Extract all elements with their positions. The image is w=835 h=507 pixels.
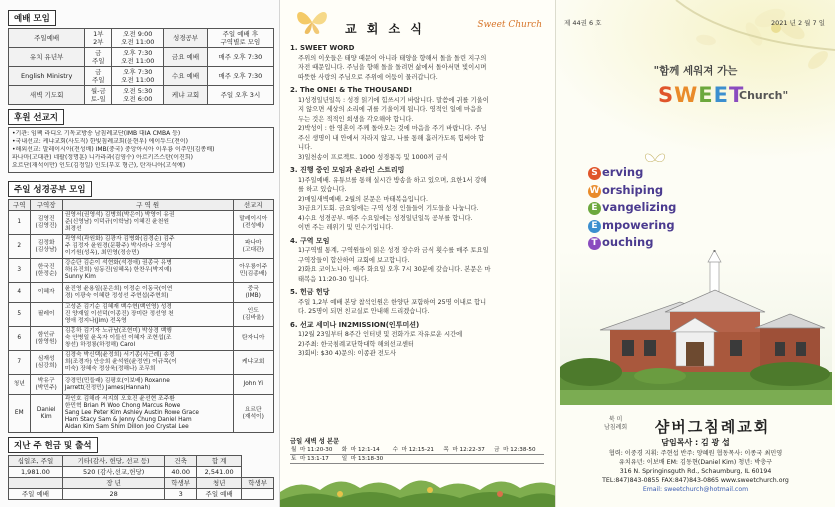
support-line: 파나마(고대관) 네팔(정명훈) 니카라과(김영수) 아르키즈스탄(이진희) [12, 154, 193, 161]
bulletin-date: 2021 년 2 월 7 일 [771, 19, 825, 27]
offering-row [9, 478, 274, 489]
dawn-reading-cell: 마 11:20-30 [299, 446, 341, 455]
service-cell: 케냐 교회 [164, 86, 208, 105]
news-item [290, 166, 548, 233]
group-cell: 케냐교회 [233, 351, 274, 375]
news-item-line: 태복음 11:20-30 입니다. [298, 275, 369, 283]
group-cell: 곽영석(곽원화) 김광자 김병화(김경순) 김주 주 김정자 윤원경(문황주) 박사라나 오영식 이기원(성옥), 최민영(정승민) [62, 235, 233, 259]
dawn-reading-cell: 마 12:15-21 [401, 446, 443, 455]
group-cell: 곽인호 김해라 서지희 오호진 윤선현 조주환 한민혁 Brian Pi Woo Chong Marcus Rowe Sang Lee Peter Kim Ashley Austin Rowe Grace Ham Stacy Sam & Jenny Chung Daniel Ham Aidan Kim Sam Shim Dillon Joo Crystal Lee [62, 395, 233, 433]
acrostic-initial: T [588, 237, 601, 250]
offering-cell: 학생부 [242, 478, 274, 489]
offering-cell: 학생부 [165, 478, 197, 489]
group-cell: 4 [9, 283, 31, 303]
offering-title: 지난 주 헌금 및 출석 [8, 437, 98, 453]
offering-row [9, 467, 274, 478]
group-cell: 7 [9, 351, 31, 375]
group-cell: 필레이 [30, 303, 62, 327]
group-cell: 이혜자 [30, 283, 62, 303]
dawn-reading-cell [401, 455, 443, 464]
group-cell: 요르단 (재석이) [233, 395, 274, 433]
left-panel [0, 0, 280, 507]
group-cell: 강경민(민들래) 김평호(이보배) Roxanne Jarrett(진정민) James(Hannah) [62, 375, 233, 395]
acrostic-word: vangelizing [602, 200, 677, 214]
offering-cell: 40.00 [165, 467, 197, 478]
acrostic-line [588, 199, 676, 217]
service-cell: 매주 오후 7:30 [207, 48, 273, 67]
acrostic-word: mpowering [602, 217, 675, 232]
dawn-reading-row [290, 446, 544, 455]
groups-title: 주일 성경공부 모임 [8, 181, 92, 197]
group-cell: 함인규 (함영원) [30, 327, 62, 351]
news-header [290, 6, 548, 40]
news-item-line: 니다. [298, 144, 313, 151]
service-row [9, 67, 274, 86]
offering-row [9, 489, 274, 500]
offering-cell: 청년 [197, 478, 242, 489]
group-cell: Daniel Kim [30, 395, 62, 433]
news-item-line: 두는 것은 적적인 희생을 각오해야 합니다. [298, 115, 414, 123]
offering-cell: 2,541.00 [197, 467, 242, 478]
dawn-reading-caption: 금일 새벽 성 본문 [290, 438, 340, 445]
service-cell: 오후 7:30 오전 11:00 [112, 48, 164, 67]
group-cell: 아우룡이주 민(김종배) [233, 259, 274, 283]
groups-header-cell: 선교지 [233, 200, 274, 211]
dawn-reading-cell [442, 455, 451, 464]
acrostic-line [588, 182, 676, 200]
butterfly-icon [292, 6, 332, 36]
group-cell: 청년 [9, 375, 31, 395]
groups-header-row [9, 200, 274, 211]
offering-cell: 주일 예배 [197, 489, 242, 500]
acrostic-line [588, 164, 676, 182]
offering-table [8, 455, 274, 500]
support-line: •국내선교: 케냐교회(사도직) 한빛침례교회(윤현우) 에이두드(전이) [12, 138, 189, 145]
service-cell: 주일 예배 후 구역별로 모임 [207, 29, 273, 48]
dawn-reading-cell: 일 [341, 455, 350, 464]
group-row [9, 235, 274, 259]
acrostic-word: erving [602, 165, 644, 179]
staff-line-2: 유치유년: 이보배 EM: 김동현(Daniel Kim) 청년: 박충구 [618, 459, 773, 466]
news-item-line: 1)2월 23일부터 8주간 인터넷 및 전화가로 자유로운 시간에 [298, 331, 463, 338]
service-row [9, 86, 274, 105]
sweet-letter: E [713, 83, 730, 107]
group-cell: 2 [9, 235, 31, 259]
group-cell: 김경숙 박신택(윤정희) 서기종(서근례) 송경 희(조경자) 안승희 윤석원(윤정연) 이규목(이 미숙) 장혜숙 정상욱(정해나) 조무희 [62, 351, 233, 375]
group-cell: 탄자니아 [233, 327, 274, 351]
news-item-line: 3)금요기도회. 금요일에는 구역 성경 인들들이 기도들을 나눕니다. [298, 205, 479, 212]
news-item-line: 3)회비: $30 4)문의: 이종관 전도사 [298, 350, 397, 357]
offering-cell: 건축 [165, 456, 197, 467]
group-row [9, 351, 274, 375]
acrostic-initial: E [588, 202, 601, 215]
acrostic-word: orshiping [602, 182, 664, 197]
news-item-line: 2)박성이 : 한 영혼이 주께 돌아오는 것에 마음을 주기 바랍니다. 주님 [298, 125, 487, 132]
group-row [9, 211, 274, 235]
dawn-reading-cell: 마 12:22-37 [451, 446, 493, 455]
news-item-line: 주일 1,2부 예배 본당 참석인원은 한양단 포함하여 25명 이내로 합니 [298, 298, 487, 306]
news-body [290, 44, 548, 359]
groups-table [8, 199, 274, 433]
dawn-reading-cell [502, 455, 544, 464]
group-row [9, 375, 274, 395]
grass-decoration [280, 470, 556, 507]
sweet-logo-text [658, 83, 744, 107]
news-item-line: 2)주최: 한국침례교단학대학 해외선교센터 [298, 340, 414, 348]
group-row [9, 259, 274, 283]
dawn-reading-cell: 마 13:1-17 [299, 455, 341, 464]
dawn-reading-cell: 목 [442, 446, 451, 455]
church-building-photo [560, 250, 832, 405]
support-box [8, 127, 274, 173]
news-item-heading: 2. The ONE! & The THOUSAND! [290, 86, 413, 94]
address-line: 316 N. Springinsguth Rd., Schaumburg, IL 60194 [619, 468, 772, 475]
service-cell: 월-금 토-일 [85, 86, 112, 105]
group-cell: EM [9, 395, 31, 433]
news-item [290, 321, 548, 359]
group-cell: 인도 (김바울) [233, 303, 274, 327]
offering-cell [242, 489, 274, 500]
news-item-line: 3)일천송이 프로젝트. 1000 성경통독 및 1000끼 금식 [298, 153, 448, 161]
group-cell: 1 [9, 211, 31, 235]
offering-cell: 합 계 [197, 456, 242, 467]
acrostic-initial: E [588, 220, 601, 233]
news-item-line: 다. 25명이 되면 친교실로 안내해 드리겠습니다. [298, 308, 430, 315]
dawn-reading-cell [493, 455, 502, 464]
offering-cell: 장 년 [62, 478, 164, 489]
news-item-line: 지 않으면 세상의 소리에 귀를 기울이게 됩니다. 영적인 일에 마음을 [298, 106, 483, 113]
dawn-reading-cell: 금 [493, 446, 502, 455]
group-cell: 심재성 (심강희) [30, 351, 62, 375]
service-schedule-table [8, 28, 274, 105]
service-cell: 금요 예배 [164, 48, 208, 67]
news-item-heading: 3. 진행 중인 모임과 온라인 스트리밍 [290, 166, 405, 174]
support-line: •해외선교: 말레이시아(전성배) IMB(중국) 중앙아시아 이우룡 이주민(김종배) [12, 146, 215, 153]
service-cell: 주일예배 [9, 29, 85, 48]
dawn-reading-row [290, 455, 544, 464]
group-cell: 김정화 (김상남) [30, 235, 62, 259]
news-item-line: 를 하고 있습니다. [298, 186, 347, 193]
sweet-letter: E [698, 83, 714, 107]
offering-cell: 기타(감사, 헌당, 선교 등) [62, 456, 164, 467]
acrostic-word: ouching [602, 235, 654, 249]
dawn-reading-cell: 화 [341, 446, 350, 455]
dawn-reading-cell: 토 [290, 455, 299, 464]
news-item [290, 86, 548, 162]
dawn-reading-cell [451, 455, 493, 464]
service-cell: 새벽 기도회 [9, 86, 85, 105]
church-name: 샴버그침례교회 [654, 418, 771, 436]
services-title: 예배 모임 [8, 10, 56, 26]
acrostic-list [588, 164, 676, 252]
service-cell: 매주 오후 7:30 [207, 67, 273, 86]
group-cell: 3 [9, 259, 31, 283]
issue-number: 제 44권 6 호 [564, 19, 602, 27]
dawn-reading-cell: 마 13:18-30 [350, 455, 392, 464]
news-item-line: 구역장들이 합산하여 교회에 보고합니다. [298, 256, 410, 264]
groups-header-cell: 구 역 원 [62, 200, 233, 211]
sweet-letter: S [658, 83, 675, 107]
middle-panel [280, 0, 556, 507]
offering-cell: 1,981.00 [9, 467, 63, 478]
service-cell: English Ministry [9, 67, 85, 86]
group-cell: 6 [9, 327, 31, 351]
group-cell: 권영서(권영석) 김병희(박은이) 박영이 유권 준(신영남) 이덕규(이학남) 이혜진 윤천원 최경선 [62, 211, 233, 235]
acrostic-initial: S [588, 167, 601, 180]
dawn-reading-cell: 월 [290, 446, 299, 455]
group-row [9, 327, 274, 351]
right-panel [556, 0, 835, 507]
news-subtitle: Sweet Church [477, 20, 542, 30]
dawn-reading-cell: 마 12:38-50 [502, 446, 544, 455]
service-cell: 금 주일 [85, 48, 112, 67]
news-item-line: 2)화요 코이노니아. 매주 화요일 오후 7시 30분에 갖습니다. 본문은 마 [298, 266, 491, 273]
group-cell: 박유구 (박민주) [30, 375, 62, 395]
service-cell: 주일 오후 3시 [207, 86, 273, 105]
group-cell: John Yi [233, 375, 274, 395]
sweet-letter: W [674, 83, 699, 107]
acrostic-line [588, 234, 676, 252]
group-row [9, 395, 274, 433]
church-logo-text: Church" [739, 89, 789, 102]
news-item-line: 이번 주는 레위기 및 민수기입니다. [298, 224, 394, 231]
church-contact-info [556, 449, 835, 494]
news-item [290, 237, 548, 285]
groups-header-cell: 구역 [9, 200, 31, 211]
staff-line: 협력: 이중경 지휘: 주현섭 반주: 양혜원 협동목사: 이종국 최민영 [608, 450, 783, 457]
offering-cell: 28 [62, 489, 164, 500]
offering-cell: 3 [165, 489, 197, 500]
service-cell: 수요 예배 [164, 67, 208, 86]
news-item [290, 288, 548, 317]
group-cell: 파나마 (고대관) [233, 235, 274, 259]
dawn-reading-cell: 마 12:1-14 [350, 446, 392, 455]
denomination-label: 북 미 남침례회 [604, 416, 628, 431]
group-cell: 강순단 김순이 석현화(석경애) 권종국 유병 하(유진희) 임동진(임혜옥) 한찬우(박지예) Sunny Kim [62, 259, 233, 283]
senior-pastor: 담임목사 : 김 광 섭 [661, 438, 730, 447]
sweet-letter: T [729, 83, 745, 107]
service-cell: 금 주일 [85, 67, 112, 86]
news-item-line: 주위의 이웃들은 태양 때문이 아니라 태양을 향해서 돌을 돌린 지구의 [298, 54, 487, 62]
groups-header-cell: 구역장 [30, 200, 62, 211]
news-item-line: 2)매일새벽예배. 2월의 본문은 마태복음입니다. [298, 195, 428, 203]
group-row [9, 303, 274, 327]
offering-cell: 주일 예배 [9, 489, 63, 500]
acrostic-line [588, 217, 676, 235]
service-cell: 1부 2부 [85, 29, 112, 48]
service-cell: 성경공부 [164, 29, 208, 48]
service-cell: 오후 7:30 오전 11:00 [112, 67, 164, 86]
support-title: 후원 선교지 [8, 109, 64, 125]
group-cell: 윤진영 윤용일(문은희) 이정순 이동국(이연 경) 이광숙 이혜란 정성선 주현섭(주현희) [62, 283, 233, 303]
news-title: 교 회 소 식 [345, 22, 425, 36]
service-row [9, 29, 274, 48]
service-cell: 오전 5:30 오전 6:00 [112, 86, 164, 105]
offering-row [9, 456, 274, 467]
dawn-reading-cell [392, 455, 401, 464]
group-cell: 김홍하 김기자 노규남(조현미) 박상경 백행 숙 안병일 윤옥자 이들선 이혜자 조현섭(조 창선) 하정룡(하정해) Carol [62, 327, 233, 351]
theme-line: "함께 세워져 가는 [653, 65, 738, 77]
offering-cell: 십일조, 주일 [9, 456, 63, 467]
email-link[interactable]: Email: sweetchurch@hotmail.com [642, 486, 749, 493]
news-item-line: 자전 때문입니다. 주님을 향해 돌을 돌려면 삶에서 돌아서면 빛이시며 [298, 64, 487, 71]
group-cell: 김영진 (김영진) [30, 211, 62, 235]
acrostic-initial: W [589, 185, 600, 196]
group-cell: 중국 (IMB) [233, 283, 274, 303]
group-cell: 5 [9, 303, 31, 327]
offering-cell: 520 (감사,선교,헌당) [62, 467, 164, 478]
dawn-reading-box [290, 436, 544, 464]
dawn-reading-cell: 수 [392, 446, 401, 455]
news-item-line: 1)구역별 통계, 구역원들이 읽은 성경 장수와 금식 횟수를 매주 토요일 [298, 247, 489, 254]
group-cell: 고성준 김기순 김혜재 백수현(백인영) 성경 진 양재일 이선덕(이종진) 장미란 정선영 천 영애 정지나(Jim) 전옥영 [62, 303, 233, 327]
news-item-heading: 1. SWEET WORD [290, 44, 355, 52]
news-item [290, 44, 548, 82]
phone-line: TEL:847)843-0855 FAX:847)843-0865 www.sweetchurch.org [602, 477, 789, 484]
offering-cell [9, 478, 63, 489]
news-item-line: 따뜻한 사랑의 주님으로 주위에 어둠이 물러갑니다. [298, 73, 438, 81]
dawn-reading-table [290, 446, 544, 464]
news-item-line: 1)성경일년일독 : 성경 읽기에 힘쓰시기 바랍니다. 말씀에 귀를 기울이 [298, 96, 489, 104]
news-item-heading: 5. 헌금 헌당 [290, 288, 330, 296]
news-item-line: 1)주일예배. 유튜브를 통해 실시간 방송을 하고 있으며, 요한1서 강해 [298, 176, 487, 184]
group-cell: 말레이시아 (전성배) [233, 211, 274, 235]
church-name-block [556, 416, 835, 437]
support-line: 요르단(재석이만) 인도(김정일) 인도(부호 형근), 탄자니아(고석예) [12, 162, 186, 169]
news-item-line: 4)수요 성경공부. 매주 수요일에는 성경일년일독 공부를 합니다. [298, 214, 473, 222]
support-line: •기관: 임팩 라디오 기독교방송 남침례교단(IMB 대IA CMBA 등) [12, 130, 181, 137]
group-cell: 한국진 (한정순) [30, 259, 62, 283]
news-item-heading: 4. 구역 모임 [290, 236, 330, 245]
group-row [9, 283, 274, 303]
news-item-line: 주신 생명이 내 안에서 자라지 않고, 나를 통해 흘러가도록 힘써야 합 [298, 134, 485, 142]
news-item-heading: 6. 선교 세미나 IN2MISSION(인투미션) [290, 320, 420, 329]
service-row [9, 48, 274, 67]
service-cell: 유치 유년부 [9, 48, 85, 67]
service-cell: 오전 9:00 오전 11:00 [112, 29, 164, 48]
